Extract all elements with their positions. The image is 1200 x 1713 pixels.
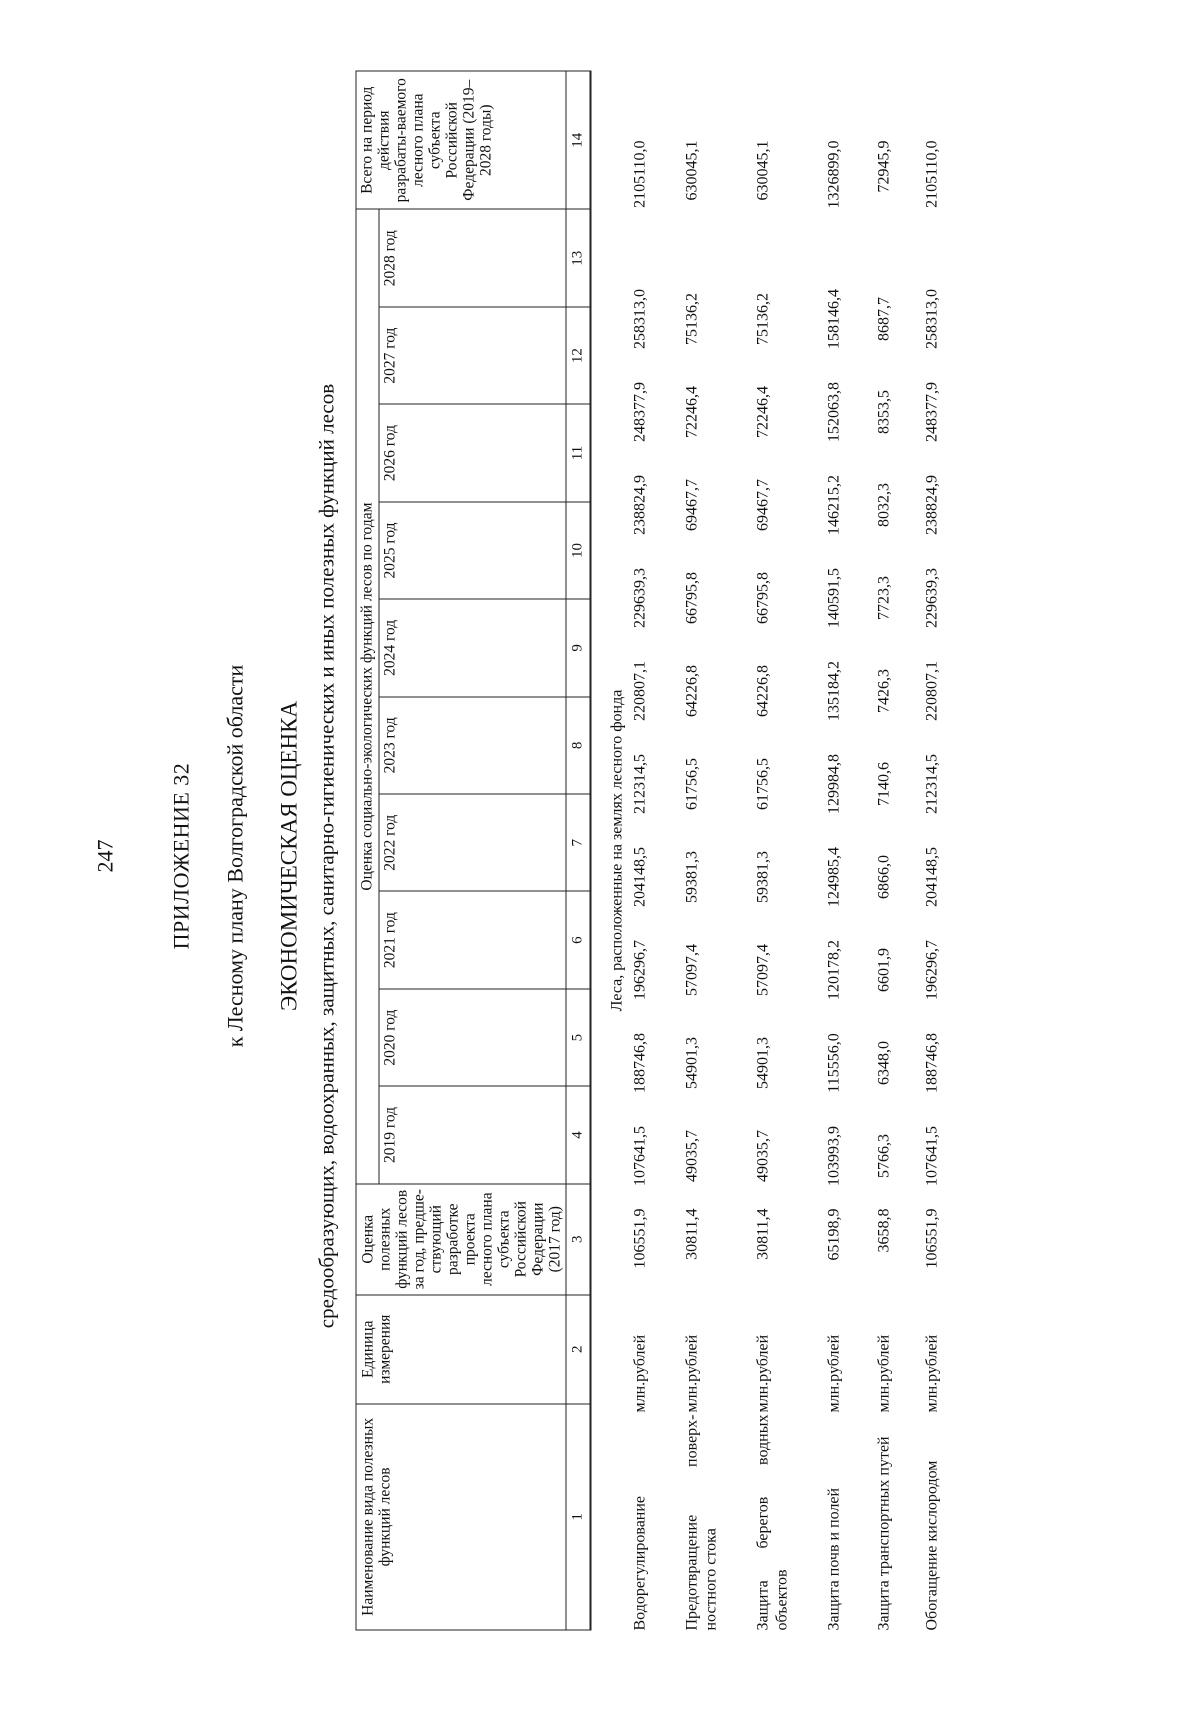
- row-year-value: 8687,7: [875, 297, 893, 341]
- document-subtitle: средообразующих, водоохранных, защитных, санитарно-гигиенических и иных полезных функций лесов: [314, 383, 339, 1329]
- page-number: 247: [92, 839, 118, 873]
- row-year-value: 6866,0: [875, 855, 893, 899]
- row-year-value: 124985,4: [825, 847, 843, 907]
- row-year-value: 238824,9: [631, 475, 649, 535]
- header-year: 2022 год: [379, 794, 566, 891]
- row-year-value: 61756,5: [683, 758, 701, 810]
- row-year-value: 66795,8: [683, 572, 701, 624]
- column-number: 13: [566, 209, 591, 306]
- row-year-value: 152063,8: [825, 382, 843, 442]
- column-number: 8: [566, 697, 591, 794]
- header-year: 2027 год: [379, 307, 566, 404]
- row-total-value: 72945,9: [875, 140, 893, 193]
- row-year-value: 59381,3: [754, 851, 772, 903]
- header-group: Оценка социально-экологических функций лесов по годам: [356, 209, 379, 1183]
- row-year-value: 107641,5: [631, 1126, 649, 1186]
- header-name: Наименование вида полезных функций лесов: [356, 1404, 566, 1630]
- row-unit: млн.рублей: [754, 1334, 772, 1413]
- row-year-value: 196296,7: [923, 940, 941, 1000]
- row-unit: млн.рублей: [683, 1334, 701, 1413]
- row-year-value: 158146,4: [825, 289, 843, 349]
- table-row: [825, 71, 875, 1631]
- row-base-value: 65198,9: [825, 1208, 843, 1261]
- row-year-value: 238824,9: [923, 475, 941, 535]
- row-year-value: 49035,7: [754, 1130, 772, 1182]
- row-base-value: 106551,9: [631, 1208, 649, 1269]
- row-name: Водорегулирование: [631, 1495, 649, 1631]
- row-year-value: 64226,8: [754, 665, 772, 717]
- header-base: Оценка полезных функций лесов за год, предше-ствующий разработке проекта лесного плана субъекта Российской Федерации (2017 год): [356, 1184, 566, 1295]
- row-year-value: 54901,3: [754, 1037, 772, 1089]
- row-year-value: 66795,8: [754, 572, 772, 624]
- document-title: ЭКОНОМИЧЕСКАЯ ОЦЕНКА: [276, 700, 302, 1012]
- row-year-value: 135184,2: [825, 661, 843, 721]
- row-total-value: 2105110,0: [631, 140, 649, 208]
- row-year-value: 6601,9: [875, 948, 893, 992]
- header-year: 2021 год: [379, 891, 566, 988]
- row-year-value: 229639,3: [923, 568, 941, 628]
- row-name: Защита почв и полей: [825, 1487, 843, 1631]
- row-year-value: 220807,1: [631, 661, 649, 721]
- row-unit: млн.рублей: [923, 1334, 941, 1413]
- header-table: [356, 71, 592, 1631]
- row-total-value: 630045,1: [683, 140, 701, 201]
- column-number: 9: [566, 599, 591, 696]
- row-year-value: 120178,2: [825, 940, 843, 1000]
- row-year-value: 258313,0: [631, 289, 649, 349]
- row-year-value: 64226,8: [683, 665, 701, 717]
- row-year-value: 8032,3: [875, 483, 893, 527]
- row-year-value: 7140,6: [875, 762, 893, 806]
- row-total-value: 2105110,0: [923, 140, 941, 208]
- row-name: Защита берегов водных объектов: [754, 1414, 791, 1631]
- row-year-value: 129984,8: [825, 754, 843, 814]
- column-number: 5: [566, 989, 591, 1086]
- row-year-value: 248377,9: [923, 382, 941, 442]
- row-year-value: 115556,0: [825, 1033, 843, 1093]
- column-number: 11: [566, 404, 591, 501]
- row-year-value: 75136,2: [754, 293, 772, 345]
- row-year-value: 6348,0: [875, 1041, 893, 1085]
- column-number: 10: [566, 502, 591, 599]
- column-number: 1: [566, 1404, 591, 1630]
- column-number: 2: [566, 1295, 591, 1404]
- row-year-value: 140591,5: [825, 568, 843, 628]
- table-row: [875, 71, 923, 1631]
- table-row: [923, 71, 963, 1631]
- row-unit: млн.рублей: [825, 1334, 843, 1413]
- row-year-value: 204148,5: [923, 847, 941, 907]
- header-unit: Единица измерения: [356, 1295, 566, 1404]
- row-year-value: 204148,5: [631, 847, 649, 907]
- header-year: 2028 год: [379, 209, 566, 306]
- row-year-value: 7723,3: [875, 576, 893, 620]
- row-year-value: 57097,4: [754, 944, 772, 996]
- header-year: 2020 год: [379, 989, 566, 1086]
- row-year-value: 248377,9: [631, 382, 649, 442]
- row-year-value: 258313,0: [923, 289, 941, 349]
- table-row: [754, 71, 825, 1631]
- appendix-title: ПРИЛОЖЕНИЕ 32: [168, 762, 194, 950]
- row-unit: млн.рублей: [631, 1334, 649, 1413]
- row-year-value: 5766,3: [875, 1134, 893, 1178]
- row-year-value: 212314,5: [631, 754, 649, 814]
- row-year-value: 7426,3: [875, 669, 893, 713]
- row-year-value: 188746,8: [923, 1033, 941, 1093]
- row-year-value: 57097,4: [683, 944, 701, 996]
- row-year-value: 59381,3: [683, 851, 701, 903]
- column-number: 3: [566, 1184, 591, 1295]
- column-number: 7: [566, 794, 591, 891]
- row-year-value: 212314,5: [923, 754, 941, 814]
- row-year-value: 103993,9: [825, 1126, 843, 1186]
- row-year-value: 196296,7: [631, 940, 649, 1000]
- row-base-value: 106551,9: [923, 1208, 941, 1269]
- row-year-value: 107641,5: [923, 1126, 941, 1186]
- header-total: Всего на период действия разрабаты-ваемого лесного плана субъекта Российской Федерации (2019–2028 годы): [356, 71, 566, 209]
- rotated-page: [1, 0, 1200, 1713]
- row-year-value: 69467,7: [683, 479, 701, 531]
- row-year-value: 72246,4: [683, 386, 701, 438]
- column-number: 14: [566, 71, 591, 209]
- row-year-value: 146215,2: [825, 475, 843, 535]
- header-year: 2024 год: [379, 599, 566, 696]
- row-year-value: 61756,5: [754, 758, 772, 810]
- row-year-value: 229639,3: [631, 568, 649, 628]
- row-year-value: 188746,8: [631, 1033, 649, 1093]
- row-year-value: 49035,7: [683, 1130, 701, 1182]
- column-number: 12: [566, 307, 591, 404]
- section-heading: Леса, расположенные на землях лесного фонда: [608, 689, 626, 1012]
- appendix-subtitle: к Лесному плану Волгоградской области: [222, 664, 248, 1048]
- row-name: Обогащение кислородом: [923, 1460, 941, 1631]
- header-year: 2023 год: [379, 697, 566, 794]
- row-base-value: 30811,4: [754, 1208, 772, 1260]
- column-number: 6: [566, 891, 591, 988]
- row-unit: млн.рублей: [875, 1334, 893, 1413]
- header-year: 2025 год: [379, 502, 566, 599]
- row-year-value: 8353,5: [875, 390, 893, 434]
- row-name: Защита транспортных путей: [875, 1436, 893, 1631]
- row-year-value: 75136,2: [683, 293, 701, 345]
- header-year: 2019 год: [379, 1086, 566, 1183]
- row-base-value: 3658,8: [875, 1208, 893, 1253]
- header-year: 2026 год: [379, 404, 566, 501]
- row-year-value: 54901,3: [683, 1037, 701, 1089]
- row-name: Предотвращение поверх-ностного стока: [683, 1414, 720, 1631]
- column-number: 4: [566, 1086, 591, 1183]
- row-year-value: 72246,4: [754, 386, 772, 438]
- table-row: [631, 71, 683, 1631]
- data-rows: [631, 71, 963, 1631]
- row-total-value: 630045,1: [754, 140, 772, 201]
- row-year-value: 220807,1: [923, 661, 941, 721]
- row-base-value: 30811,4: [683, 1208, 701, 1260]
- row-year-value: 69467,7: [754, 479, 772, 531]
- row-total-value: 1326899,0: [825, 140, 843, 209]
- table-row: [683, 71, 754, 1631]
